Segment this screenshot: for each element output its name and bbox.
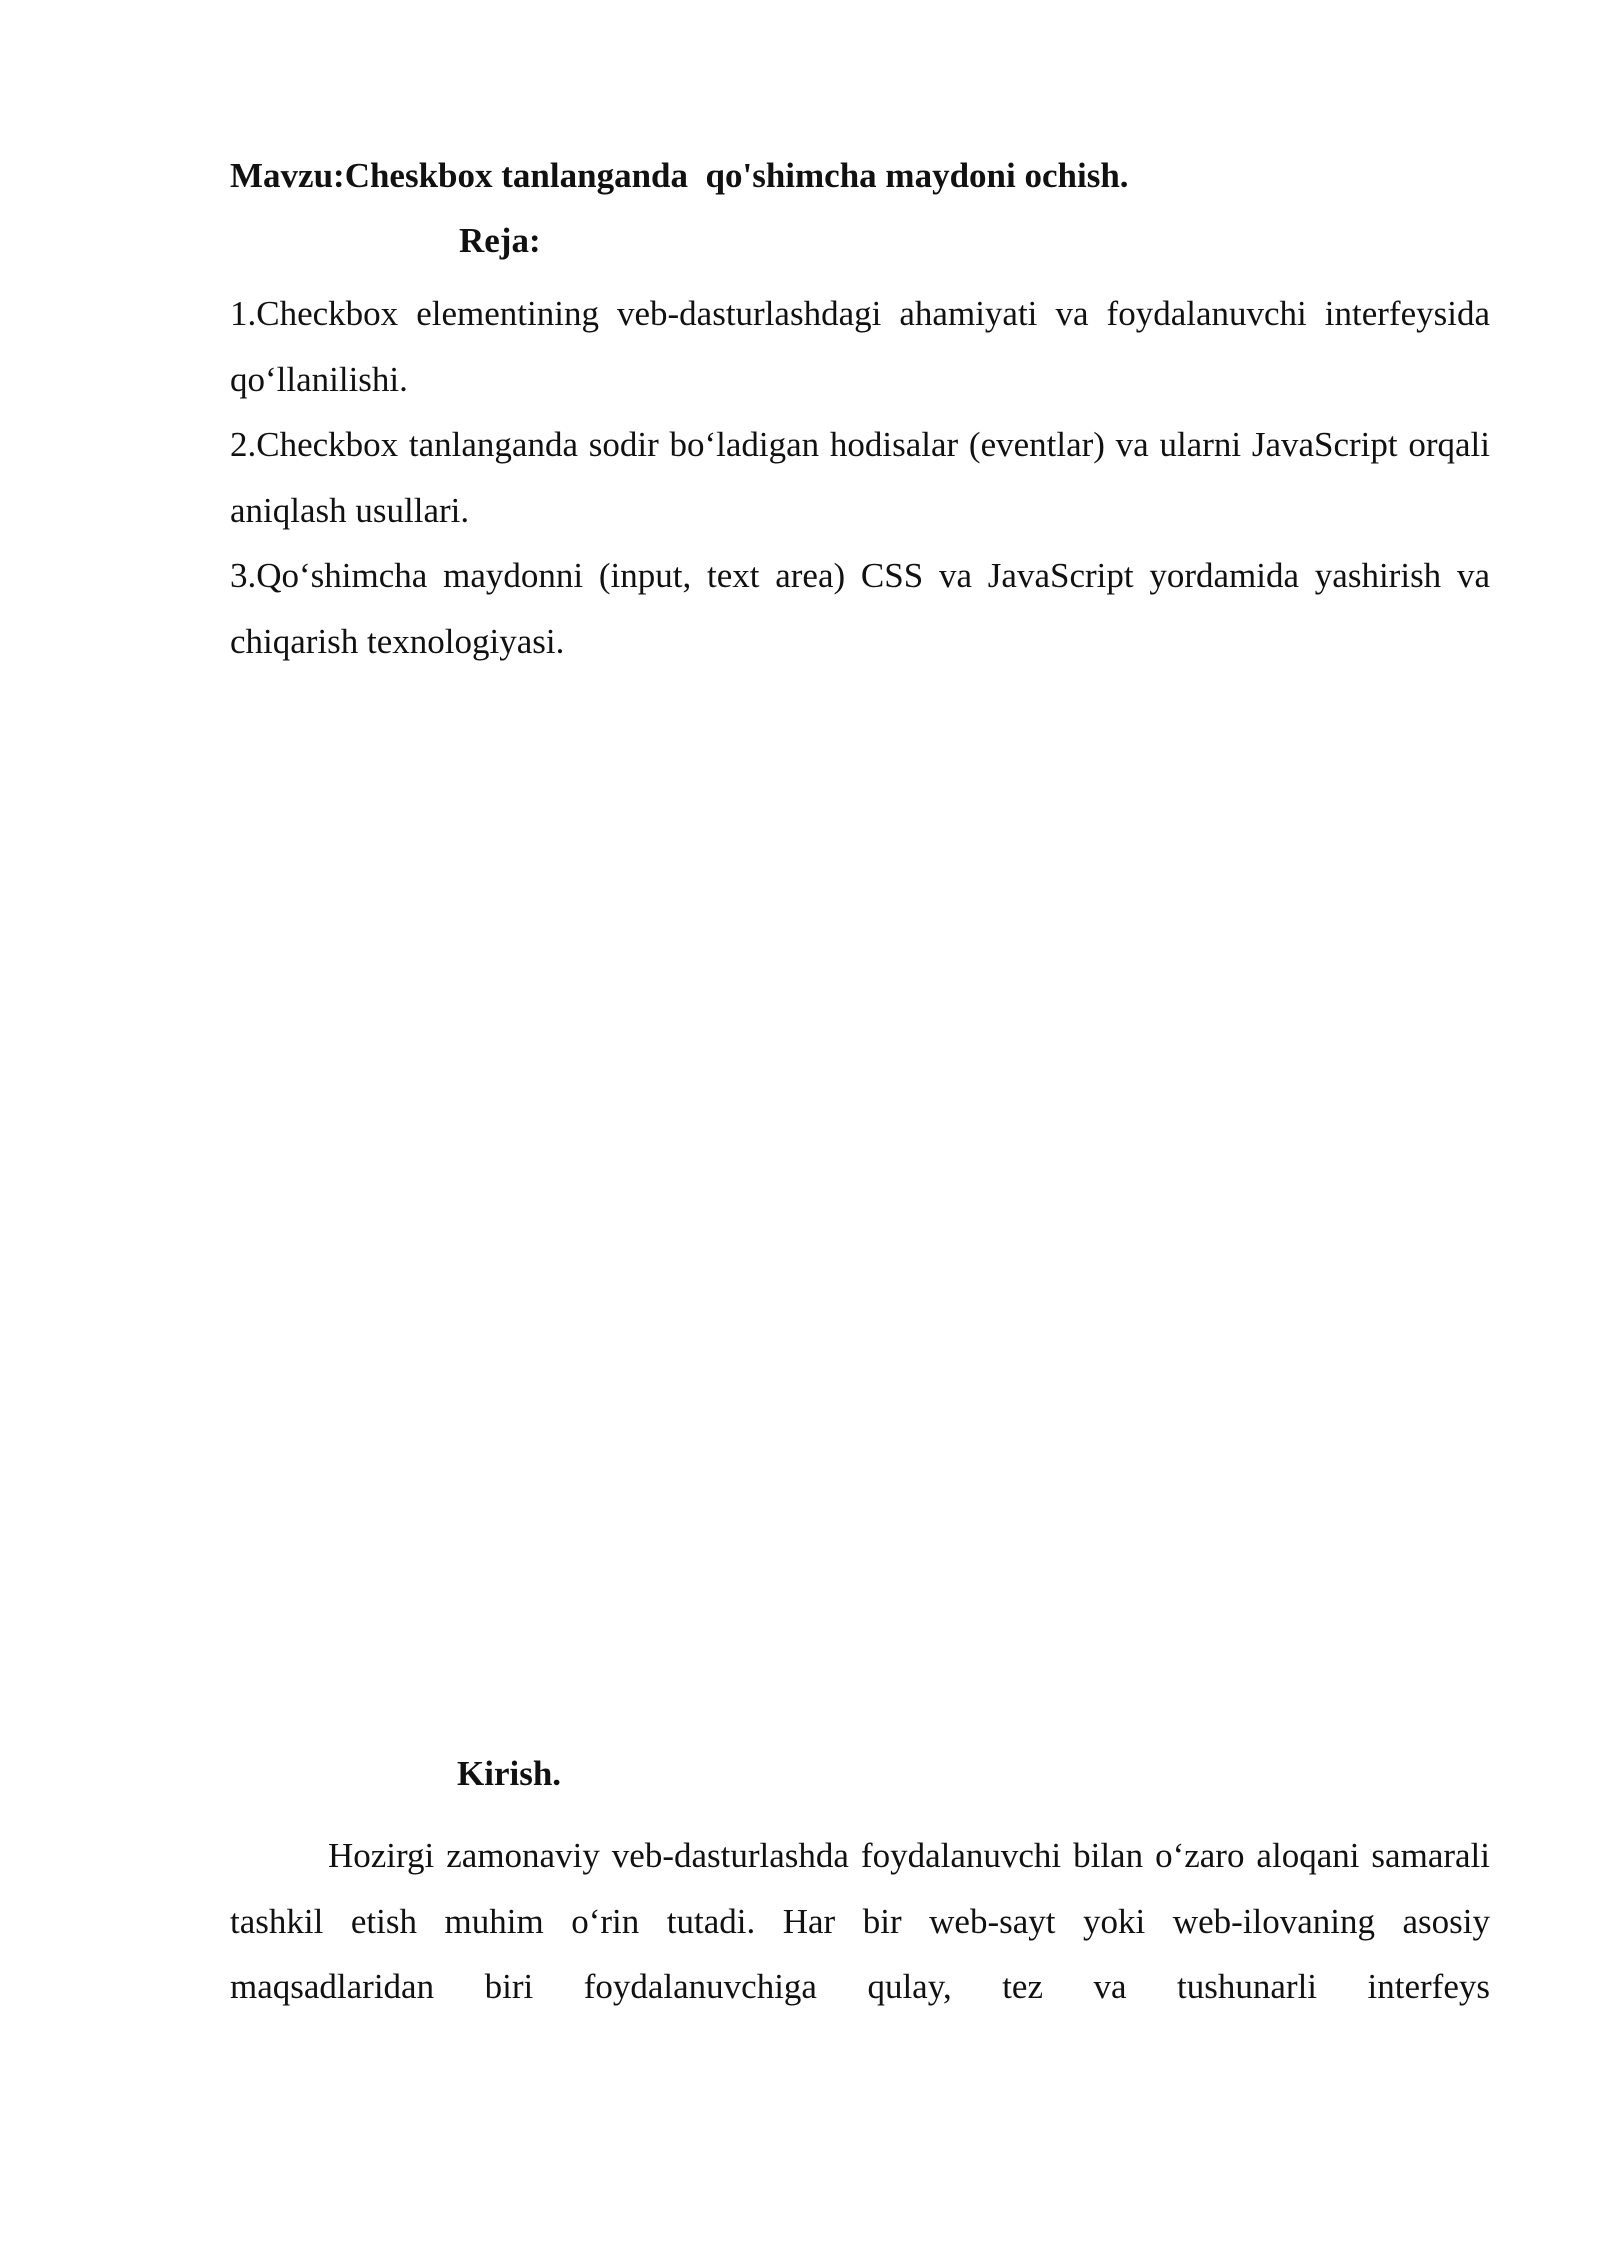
- introduction-heading: Kirish.: [457, 1754, 562, 1793]
- plan-heading: Reja:: [459, 221, 541, 260]
- plan-list: [230, 281, 1490, 674]
- document-title: Mavzu:Cheskbox tanlanganda qo'shimcha maydoni ochish.: [230, 156, 1129, 195]
- plan-item-3: 3.Qo‘shimcha maydonni (input, text area) CSS va JavaScript yordamida yashirish va chiqarish texnologiyasi.: [230, 556, 1490, 661]
- introduction-paragraph: Hozirgi zamonaviy veb-dasturlashda foydalanuvchi bilan o‘zaro aloqani samarali tashkil etish muhim o‘rin tutadi. Har bir web-sayt yoki web-ilovaning asosiy maqsadlaridan biri foydalanuvchiga qulay, tez va tushunarli interfeys: [230, 1836, 1490, 2006]
- plan-item-2: 2.Checkbox tanlanganda sodir bo‘ladigan hodisalar (eventlar) va ularni JavaScript orqali aniqlash usullari.: [230, 425, 1490, 530]
- plan-item-1: 1.Checkbox elementining veb-dasturlashdagi ahamiyati va foydalanuvchi interfeysida qo‘llanilishi.: [230, 294, 1490, 399]
